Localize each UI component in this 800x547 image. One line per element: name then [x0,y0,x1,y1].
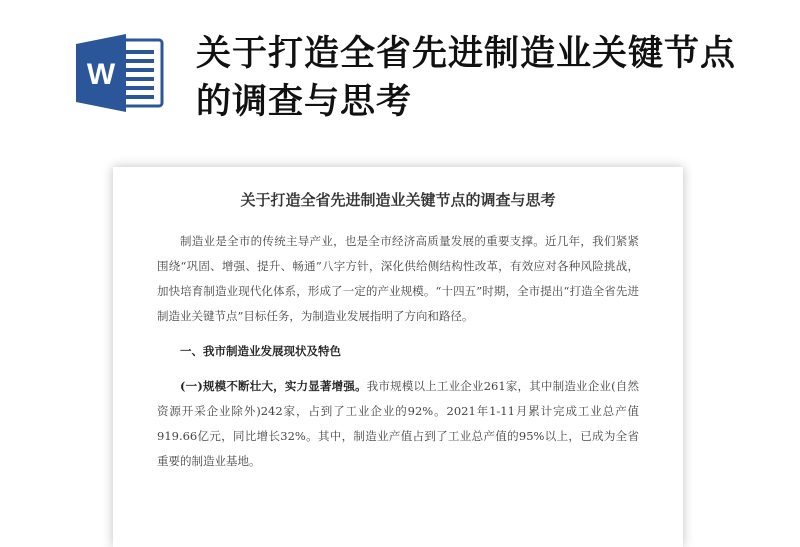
sub-paragraph-text: 我市规模以上工业企业261家，其中制造业企业(自然资源开采企业除外)242家，占到了工业企业的92%。2021年1-11月累计完成工业总产值919.66亿元，同比增长32%。其中，制造业产值占到了工业总产值的95%以上，已成为全省重要的制造业基地。 [157,379,639,468]
header [0,0,800,150]
page-title: 关于打造全省先进制造业关键节点的调查与思考 [196,34,737,122]
document-body [157,229,639,474]
section-heading [157,339,639,364]
sub-heading: (一)规模不断壮大，实力显著增强。 [180,379,367,393]
section-heading-text: 一、我市制造业发展现状及特色 [180,344,341,358]
intro-paragraph: 制造业是全市的传统主导产业，也是全市经济高质量发展的重要支撑。近几年，我们紧紧围绕“巩固、增强、提升、畅通”八字方针，深化供给侧结构性改革，有效应对各种风险挑战，加快培育制造业现代化体系，形成了一定的产业规模。“十四五”时期，全市提出“打造全省先进制造业关键节点”目标任务，为制造业发展指明了方向和路径。 [157,234,639,323]
document-title: 关于打造全省先进制造业关键节点的调查与思考 [240,191,556,209]
sub-paragraph [157,374,639,474]
document-page [113,167,683,547]
word-document-icon [76,34,166,112]
word-icon-letter: W [86,58,116,91]
